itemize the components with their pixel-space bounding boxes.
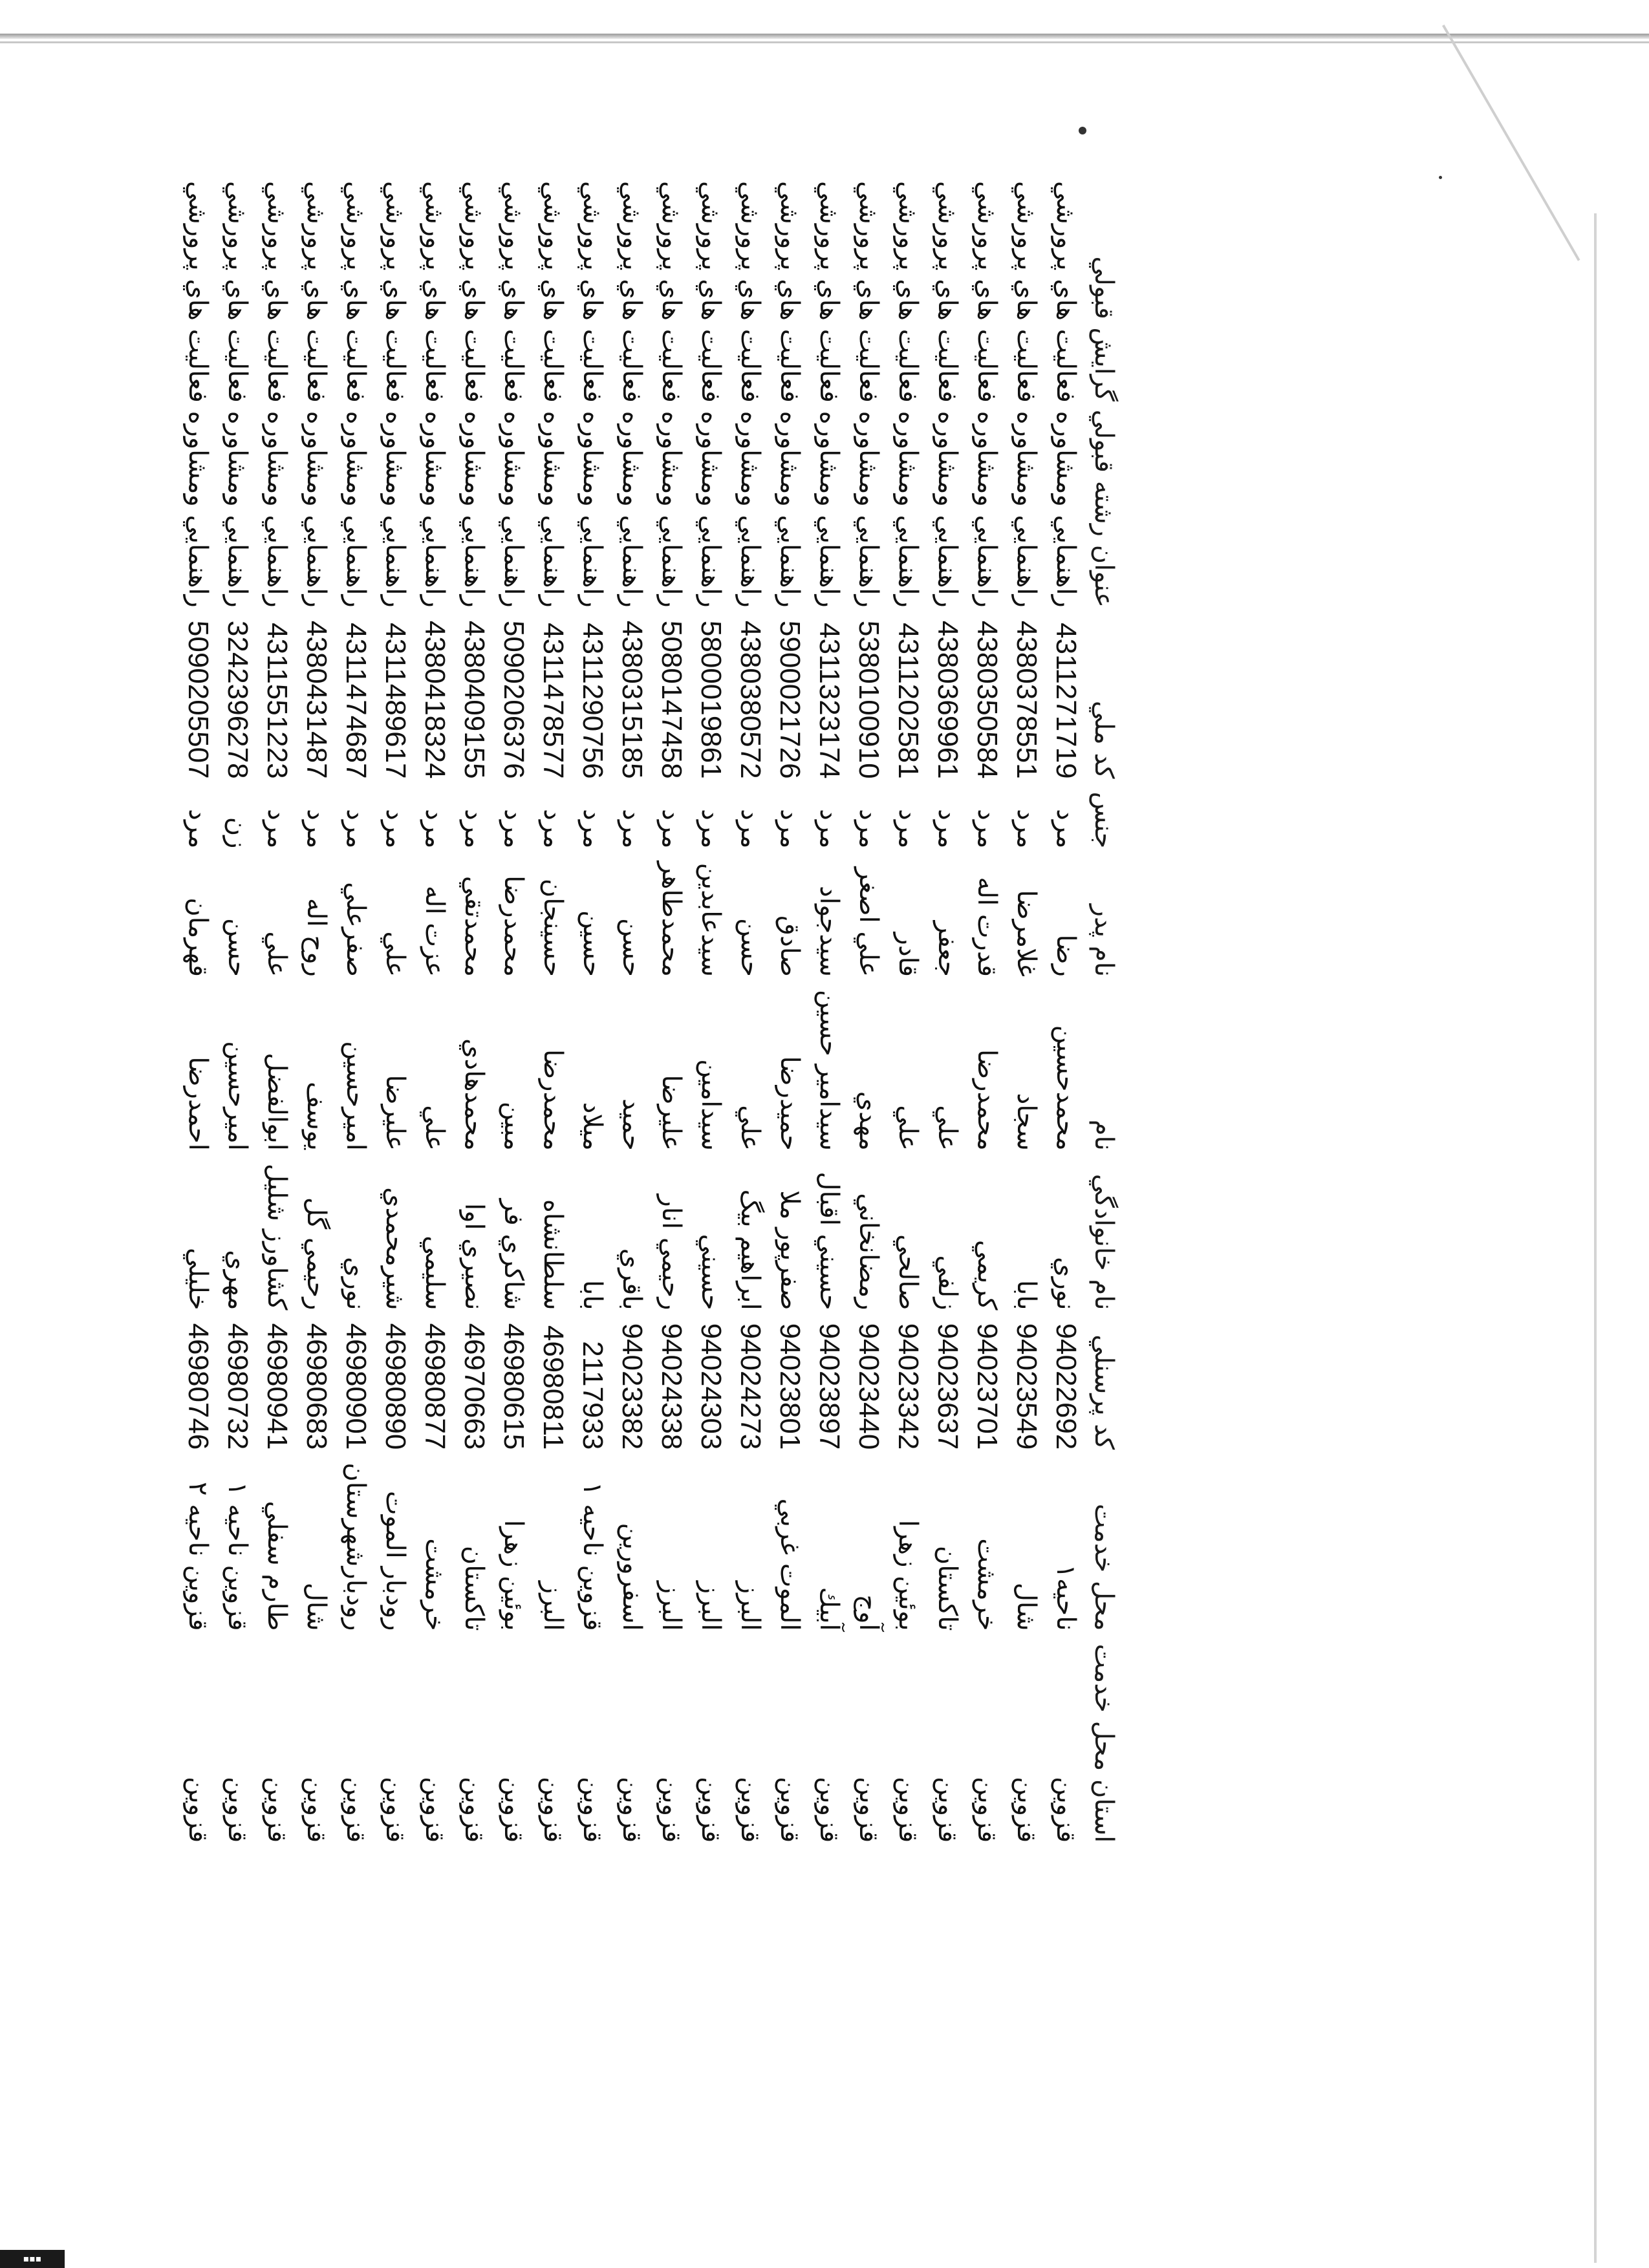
cell-place: قزوين ناحيه ۲: [183, 1482, 213, 1631]
cell-last-name: رحيمي انار: [656, 1194, 687, 1311]
cell-last-name: حسيني اقبال: [814, 1171, 845, 1311]
cell-personnel-code: 46980683: [301, 1323, 333, 1450]
cell-province: قزوين: [775, 1777, 805, 1843]
cell-last-name: نوري: [341, 1257, 371, 1311]
cell-last-name: رحيمي گل: [301, 1197, 332, 1311]
cell-gender: مرد: [538, 809, 568, 849]
cell-place: طارم سفلي: [262, 1501, 292, 1631]
cell-first-name: حميد: [617, 1098, 647, 1151]
cell-place: رودبارشهرستان: [341, 1462, 371, 1631]
cell-national-id: 4380418324: [419, 620, 451, 779]
cell-personnel-code: 46980732: [222, 1323, 254, 1450]
cell-first-name: احمدرضا: [183, 1056, 213, 1151]
cell-gender: مرد: [1051, 809, 1081, 849]
cell-field: راهنمايي ومشاوره فعاليت هاي پرورشي: [775, 181, 805, 608]
table-row: [297, 175, 336, 1849]
cell-field: راهنمايي ومشاوره فعاليت هاي پرورشي: [893, 181, 923, 608]
cell-province: قزوين: [617, 1777, 647, 1843]
cell-father-name: حسينجان: [538, 879, 568, 977]
cell-field: راهنمايي ومشاوره فعاليت هاي پرورشي: [380, 181, 411, 608]
cell-national-id: 4311489617: [380, 623, 412, 779]
cell-place: شال: [301, 1582, 332, 1631]
page-fold-edge: [1442, 25, 1580, 261]
cell-field: راهنمايي ومشاوره فعاليت هاي پرورشي: [854, 181, 884, 608]
cell-gender: مرد: [735, 809, 766, 849]
cell-place: اسفرورين: [617, 1523, 647, 1631]
cell-gender: مرد: [577, 809, 608, 849]
cell-place: قزوين ناحيه ۱: [222, 1482, 253, 1631]
cell-place: البرز: [538, 1581, 568, 1631]
cell-gender: مرد: [854, 809, 884, 849]
table-row: [928, 175, 967, 1849]
table-header-row: [1086, 175, 1122, 1849]
cell-first-name: محمدحسين: [1051, 1025, 1081, 1151]
cell-first-name: حميدرضا: [775, 1056, 805, 1151]
cell-national-id: 4380378551: [1011, 620, 1043, 779]
cell-national-id: 5900021726: [774, 620, 806, 779]
cell-last-name: كريمي: [972, 1239, 1002, 1311]
cell-place: آبيك: [814, 1587, 845, 1631]
table-row: [849, 175, 889, 1849]
cell-place: رودبار الموت: [380, 1491, 411, 1631]
table-row: [494, 175, 534, 1849]
cell-father-name: صادق: [775, 915, 805, 977]
cell-father-name: محمدرضا: [499, 875, 529, 977]
scan-speck: [1439, 176, 1442, 179]
cell-last-name: مهري: [222, 1250, 253, 1311]
cell-field: راهنمايي ومشاوره فعاليت هاي پرورشي: [301, 181, 332, 608]
cell-father-name: حسن: [735, 918, 766, 977]
cell-first-name: سيدامين: [696, 1059, 726, 1151]
cell-place: البرز: [656, 1581, 687, 1631]
cell-father-name: علي: [380, 931, 411, 977]
records-table-rotated: [182, 175, 1122, 1843]
table-row: [731, 175, 770, 1849]
cell-field: راهنمايي ومشاوره فعاليت هاي پرورشي: [341, 181, 371, 608]
cell-place: خرمشت: [972, 1538, 1002, 1631]
cell-national-id: 4311323174: [814, 623, 846, 779]
cell-national-id: 4380369961: [932, 620, 964, 779]
cell-personnel-code: 94024303: [695, 1323, 727, 1450]
cell-field: راهنمايي ومشاوره فعاليت هاي پرورشي: [696, 181, 726, 608]
cell-last-name: نصيري اوا: [459, 1203, 490, 1311]
cell-national-id: 4311478577: [537, 623, 570, 779]
cell-father-name: سيدجواد: [814, 886, 845, 977]
cell-province: قزوين: [972, 1777, 1002, 1843]
cell-last-name: رمضانخاني: [854, 1193, 884, 1311]
cell-gender: مرد: [656, 809, 687, 849]
cell-place: آوج: [854, 1594, 884, 1631]
cell-field: راهنمايي ومشاوره فعاليت هاي پرورشي: [972, 181, 1002, 608]
cell-province: قزوين: [499, 1777, 529, 1843]
cell-field: راهنمايي ومشاوره فعاليت هاي پرورشي: [617, 181, 647, 608]
cell-father-name: غلامرضا: [1011, 890, 1042, 977]
cell-field: راهنمايي ومشاوره فعاليت هاي پرورشي: [932, 181, 963, 608]
cell-last-name: زلفي: [932, 1255, 963, 1311]
cell-gender: مرد: [183, 809, 213, 849]
cell-province: قزوين: [222, 1777, 253, 1843]
cell-national-id: 5090205507: [182, 620, 215, 779]
header-field: عنوان رشته قبولي گرايش قبولي: [1089, 256, 1119, 608]
cell-province: قزوين: [1051, 1777, 1081, 1843]
cell-field: راهنمايي ومشاوره فعاليت هاي پرورشي: [262, 181, 292, 608]
cell-last-name: شيرمحمدي: [380, 1187, 411, 1311]
cell-personnel-code: 94023382: [616, 1323, 649, 1450]
table-row: [691, 175, 731, 1849]
cell-field: راهنمايي ومشاوره فعاليت هاي پرورشي: [1051, 181, 1081, 608]
cell-field: راهنمايي ومشاوره فعاليت هاي پرورشي: [459, 181, 490, 608]
cell-last-name: نوري: [1051, 1257, 1081, 1311]
header-personnel-code: كد پرسنلي: [1089, 1334, 1119, 1450]
cell-province: قزوين: [656, 1777, 687, 1843]
table-row: [534, 175, 573, 1849]
cell-field: راهنمايي ومشاوره فعاليت هاي پرورشي: [1011, 181, 1042, 608]
table-row: [612, 175, 652, 1849]
cell-national-id: 4380380572: [735, 620, 767, 779]
cell-personnel-code: 94023342: [892, 1323, 925, 1450]
cell-gender: مرد: [696, 809, 726, 849]
cell-place: البرز: [735, 1581, 766, 1631]
cell-province: قزوين: [183, 1777, 213, 1843]
cell-personnel-code: 94023701: [971, 1323, 1004, 1450]
cell-first-name: محمدرضا: [538, 1049, 568, 1151]
cell-national-id: 4311271719: [1050, 623, 1083, 779]
table-row: [257, 175, 297, 1849]
cell-father-name: روح اله: [301, 898, 332, 977]
header-last-name: نام خانوادگي: [1089, 1173, 1119, 1311]
cell-national-id: 5800019861: [695, 620, 727, 779]
cell-first-name: محمدهادي: [459, 1038, 490, 1151]
cell-first-name: علي: [932, 1105, 963, 1151]
cell-father-name: حسن: [617, 918, 647, 977]
cell-gender: مرد: [972, 809, 1002, 849]
table-body: [178, 175, 1086, 1849]
cell-gender: مرد: [262, 809, 292, 849]
cell-national-id: 4311290756: [577, 623, 609, 779]
cell-national-id: 4380315185: [616, 620, 649, 779]
cell-field: راهنمايي ومشاوره فعاليت هاي پرورشي: [735, 181, 766, 608]
cell-province: قزوين: [696, 1777, 726, 1843]
cell-last-name: صالحي: [893, 1234, 923, 1311]
cell-last-name: خليلي: [183, 1247, 213, 1311]
scan-edge-right: [1594, 213, 1597, 2263]
cell-personnel-code: 46980811: [537, 1325, 570, 1450]
cell-national-id: 3242396278: [222, 620, 254, 779]
cell-gender: مرد: [420, 809, 450, 849]
cell-personnel-code: 46980941: [261, 1323, 294, 1450]
cell-province: قزوين: [577, 1777, 608, 1843]
cell-place: خرمشت: [420, 1538, 450, 1631]
cell-father-name: صفرعلي: [341, 882, 371, 977]
header-father-name: نام پدر: [1089, 904, 1119, 977]
table-row: [1046, 175, 1086, 1849]
table-row: [810, 175, 849, 1849]
cell-gender: مرد: [380, 809, 411, 849]
cell-father-name: قهرمان: [183, 897, 213, 977]
table-row: [1007, 175, 1046, 1849]
cell-national-id: 4311202581: [892, 623, 925, 779]
cell-place: قزوين ناحيه ۱: [577, 1482, 608, 1631]
cell-field: راهنمايي ومشاوره فعاليت هاي پرورشي: [222, 181, 253, 608]
cell-national-id: 4380409155: [458, 620, 491, 779]
cell-national-id: 5090206376: [498, 620, 530, 779]
cell-province: قزوين: [854, 1777, 884, 1843]
cell-personnel-code: 46970663: [458, 1323, 491, 1450]
cell-first-name: علي: [735, 1105, 766, 1151]
cell-first-name: مبين: [499, 1101, 529, 1151]
cell-place: تاكستان: [459, 1545, 490, 1631]
cell-field: راهنمايي ومشاوره فعاليت هاي پرورشي: [183, 181, 213, 608]
cell-first-name: سجاد: [1011, 1093, 1042, 1151]
cell-last-name: كشاورز شليل: [262, 1163, 292, 1311]
cell-personnel-code: 94023637: [932, 1323, 964, 1450]
cell-national-id: 4380350584: [971, 620, 1004, 779]
cell-place: ناحيه۱: [1051, 1564, 1081, 1631]
table-row: [889, 175, 928, 1849]
cell-first-name: علي: [893, 1105, 923, 1151]
cell-gender: مرد: [814, 809, 845, 849]
cell-personnel-code: 94023440: [853, 1323, 885, 1450]
cell-personnel-code: 94023801: [774, 1323, 806, 1450]
header-gender: جنس: [1089, 791, 1119, 849]
cell-father-name: حسن: [222, 918, 253, 977]
cell-first-name: علي: [420, 1105, 450, 1151]
cell-first-name: ابوالفضل: [262, 1053, 292, 1151]
cell-father-name: علي اصغر: [854, 867, 884, 977]
cell-gender: مرد: [617, 809, 647, 849]
cell-national-id: 5380100910: [853, 620, 885, 779]
cell-province: قزوين: [893, 1777, 923, 1843]
cell-personnel-code: 46980615: [498, 1323, 530, 1450]
cell-first-name: سيدامير حسين: [814, 989, 845, 1151]
table-row: [770, 175, 810, 1849]
cell-field: راهنمايي ومشاوره فعاليت هاي پرورشي: [499, 181, 529, 608]
cell-personnel-code: 94023897: [814, 1323, 846, 1450]
cell-province: قزوين: [814, 1777, 845, 1843]
cell-father-name: قادر: [893, 932, 923, 977]
cell-last-name: ابراهيم بيگ: [735, 1189, 766, 1311]
cell-personnel-code: 2117933: [577, 1341, 609, 1450]
cell-field: راهنمايي ومشاوره فعاليت هاي پرورشي: [420, 181, 450, 608]
cell-national-id: 5080147458: [656, 620, 688, 779]
cell-gender: مرد: [459, 809, 490, 849]
cell-first-name: مهدي: [854, 1091, 884, 1151]
cell-province: قزوين: [380, 1777, 411, 1843]
cell-father-name: محمدتقي: [459, 875, 490, 977]
cell-field: راهنمايي ومشاوره فعاليت هاي پرورشي: [538, 181, 568, 608]
cell-place: بوئين زهرا: [499, 1519, 529, 1631]
table-row: [376, 175, 415, 1849]
cell-personnel-code: 46980877: [419, 1323, 451, 1450]
cell-place: شال: [1011, 1582, 1042, 1631]
cell-last-name: سلطانشاه: [538, 1199, 568, 1311]
cell-last-name: باقري: [617, 1248, 647, 1311]
cell-province: قزوين: [301, 1777, 332, 1843]
cell-first-name: اميرحسين: [341, 1041, 371, 1151]
cell-place: تاكستان: [932, 1545, 963, 1631]
cell-personnel-code: 46980901: [340, 1323, 372, 1450]
scan-edge-top: [0, 34, 1649, 39]
cell-field: راهنمايي ومشاوره فعاليت هاي پرورشي: [814, 181, 845, 608]
cell-personnel-code: 94023549: [1011, 1323, 1043, 1450]
cell-father-name: جعفر: [932, 921, 963, 977]
cell-last-name: حسيني: [696, 1234, 726, 1311]
cell-province: قزوين: [459, 1777, 490, 1843]
cell-field: راهنمايي ومشاوره فعاليت هاي پرورشي: [577, 181, 608, 608]
cell-father-name: حسين: [577, 910, 608, 977]
cell-last-name: شاكري فر: [499, 1199, 529, 1311]
cell-province: قزوين: [538, 1777, 568, 1843]
cell-province: قزوين: [262, 1777, 292, 1843]
cell-province: قزوين: [735, 1777, 766, 1843]
table-row: [218, 175, 257, 1849]
cell-gender: مرد: [1011, 809, 1042, 849]
cell-first-name: محمدرضا: [972, 1049, 1002, 1151]
cell-province: قزوين: [1011, 1777, 1042, 1843]
table-row: [573, 175, 612, 1849]
cell-province: قزوين: [420, 1777, 450, 1843]
cell-gender: زن: [222, 817, 253, 849]
cell-province: قزوين: [341, 1777, 371, 1843]
cell-province: قزوين: [932, 1777, 963, 1843]
cell-place: البرز: [696, 1581, 726, 1631]
cell-father-name: محمدطاهر: [656, 861, 687, 977]
table-row: [967, 175, 1007, 1849]
cell-father-name: قدرت اله: [972, 877, 1002, 977]
table-row: [652, 175, 691, 1849]
cell-national-id: 4311551223: [261, 623, 294, 779]
cell-gender: مرد: [893, 809, 923, 849]
cell-field: راهنمايي ومشاوره فعاليت هاي پرورشي: [656, 181, 687, 608]
table-row: [178, 175, 218, 1849]
cell-personnel-code: 46980890: [380, 1323, 412, 1450]
scan-speck: [1079, 127, 1086, 134]
cell-father-name: سيدعابدين: [696, 862, 726, 977]
cell-gender: مرد: [301, 809, 332, 849]
footer-logo-icon: ▪▪▪: [0, 2250, 65, 2268]
cell-father-name: علي: [262, 931, 292, 977]
cell-first-name: ميلاد: [577, 1102, 608, 1151]
cell-father-name: رضا: [1051, 934, 1081, 977]
cell-gender: مرد: [932, 809, 963, 849]
cell-national-id: 4311474687: [340, 623, 372, 779]
table-row: [455, 175, 494, 1849]
table-row: [336, 175, 376, 1849]
cell-personnel-code: 94024338: [656, 1323, 688, 1450]
cell-personnel-code: 46980746: [182, 1323, 215, 1450]
header-first-name: نام: [1089, 1119, 1119, 1151]
cell-first-name: عليرضا: [656, 1075, 687, 1151]
cell-gender: مرد: [341, 809, 371, 849]
cell-first-name: يوسف: [301, 1082, 332, 1151]
cell-personnel-code: 94022692: [1050, 1323, 1083, 1450]
cell-last-name: بابا: [1011, 1279, 1042, 1311]
cell-first-name: عليرضا: [380, 1075, 411, 1151]
cell-gender: مرد: [499, 809, 529, 849]
cell-personnel-code: 94024273: [735, 1323, 767, 1450]
cell-last-name: صفرپور ملا: [775, 1190, 805, 1311]
header-place: محل خدمت: [1089, 1503, 1119, 1631]
header-province: استان محل خدمت: [1089, 1643, 1119, 1843]
table-row: [415, 175, 455, 1849]
cell-place: بوئين زهرا: [893, 1519, 923, 1631]
cell-gender: مرد: [775, 809, 805, 849]
cell-first-name: اميرحسين: [222, 1041, 253, 1151]
header-national-id: كد ملي: [1089, 700, 1119, 779]
cell-national-id: 4380431487: [301, 620, 333, 779]
records-table: [178, 175, 1122, 1849]
cell-last-name: بابا: [577, 1279, 608, 1311]
scan-edge-line: [0, 41, 1649, 43]
cell-father-name: عزت اله: [420, 885, 450, 977]
cell-place: الموت غربي: [775, 1498, 805, 1631]
cell-last-name: سليمي: [420, 1236, 450, 1311]
